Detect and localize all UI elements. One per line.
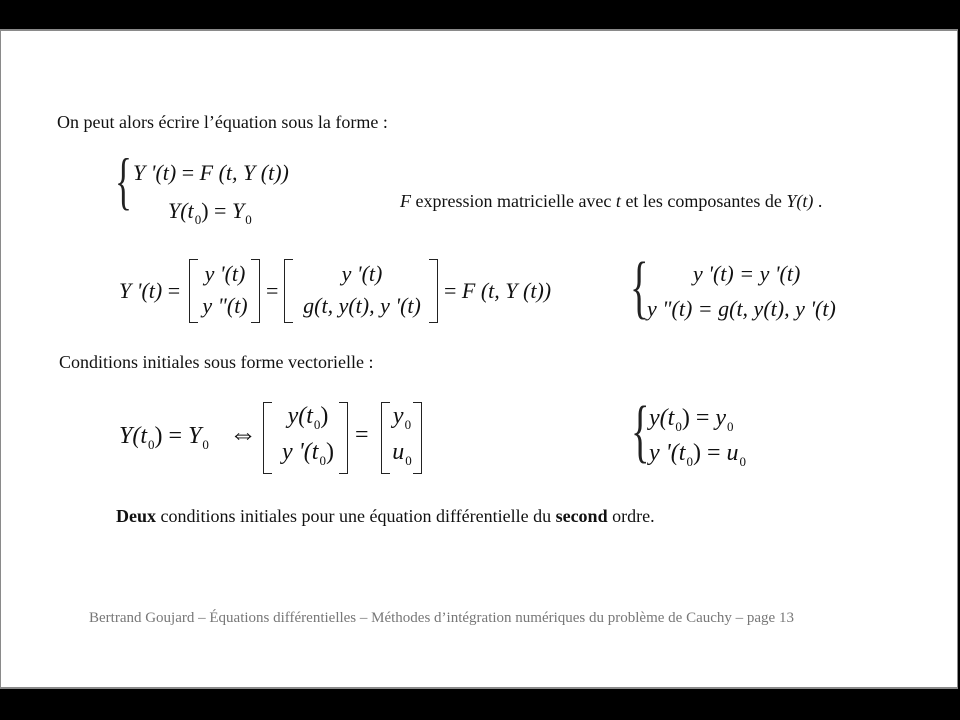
system1-line1: Y '(t) = F (t, Y (t)) — [133, 160, 289, 185]
system2-line1: y '(t) = y '(t) — [693, 261, 801, 286]
vec2-row1: y '(t) — [341, 261, 383, 286]
note-text: F expression matricielle avec t et les composantes de Y(t) . — [400, 191, 823, 211]
bracket-right — [251, 259, 260, 323]
init-lhs: $Y(t_0) = Y_0$ — [119, 423, 209, 452]
matrix-lhs: Y '(t) = — [119, 278, 181, 303]
conditions-heading: Conditions initiales sous forme vectorielle : — [59, 352, 374, 372]
vec2-row2: g(t, y(t), y '(t) — [303, 293, 421, 318]
init-vec1-row1: $y(t_0)$ — [287, 403, 329, 432]
slide — [0, 29, 958, 689]
init-vec2-row2: $u_0$ — [392, 439, 412, 468]
bracket-right — [429, 259, 438, 323]
left-brace-icon: { — [630, 249, 649, 326]
intro-text: On peut alors écrire l’équation sous la forme : — [57, 112, 388, 132]
bracket-right — [413, 402, 422, 474]
conclusion-text: Deux conditions initiales pour une équation différentielle du second ordre. — [116, 506, 655, 526]
system3-line2: y '$(t_0) = u_0$ — [649, 440, 746, 469]
vec1-row1: y '(t) — [204, 261, 246, 286]
system2-line2: y "(t) = g(t, y(t), y '(t) — [647, 296, 836, 321]
left-brace-icon: { — [631, 393, 650, 470]
slide-footer: Bertrand Goujard – Équations différentielles – Méthodes d’intégration numériques du problème de Cauchy – page 13 — [89, 610, 794, 626]
equals-sign: = — [266, 278, 279, 303]
init-vec2-row1: $y_0$ — [392, 403, 412, 432]
init-vec1-row2: y '$(t_0)$ — [282, 439, 334, 468]
bracket-right — [339, 402, 348, 474]
vec1-row2: y "(t) — [202, 293, 248, 318]
equals-sign: = — [355, 422, 369, 448]
system1-line2: $Y(t_0) = Y_0$ — [168, 198, 252, 227]
left-brace-icon: { — [115, 145, 132, 216]
matrix-rhs: = F (t, Y (t)) — [444, 278, 552, 303]
system3-line1: $y(t_0) = y_0$ — [649, 405, 734, 434]
equivalence-arrow-icon: ⇔ — [229, 419, 257, 450]
